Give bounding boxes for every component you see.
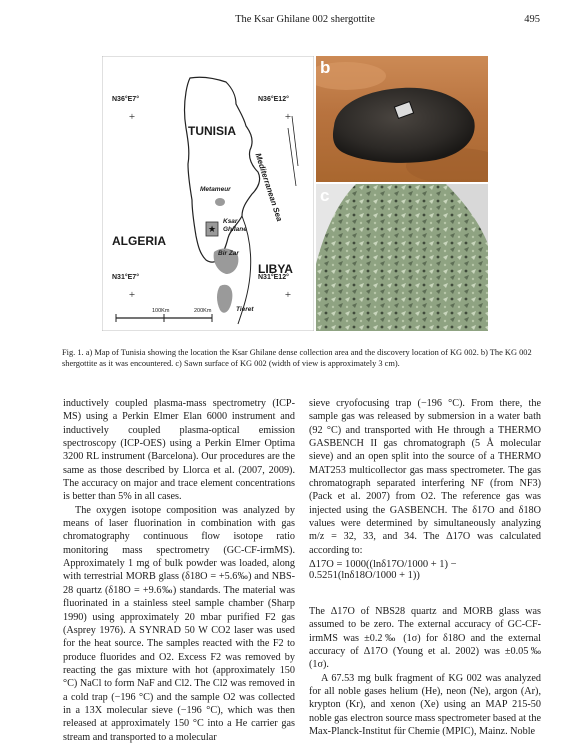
- right-paragraph-2: The Δ17O of NBS28 quartz and MORB glass was assumed to be zero. The external accuracy of GC-CF-irmMS was ±0.2‰ (1σ) for δ18O and the external accuracy of Δ17O (Young et al. 2002) was ±0.05‰ (1σ).: [309, 606, 541, 671]
- label-libya: LIBYA: [258, 262, 293, 276]
- page-number: 495: [524, 14, 540, 25]
- label-algeria: ALGERIA: [112, 234, 166, 248]
- right-paragraph-3: A 67.53 mg bulk fragment of KG 002 was analyzed for all noble gases helium (He), neon (Ne), argon (Ar), krypton (Kr), and xenon (Xe) using an MAP 215-50 noble gas electron source mass spectrometer based at the Max-Planck-Institut für Chemie (MPIC), Mainz. Noble: [309, 672, 541, 738]
- scale-label-200: 200Km: [194, 308, 212, 314]
- left-paragraph-2: The oxygen isotope composition was analyzed by means of laser fluorination in combination with gas chromatography continuous flow isotope ratio monitoring mass spectrometry (GC-CF-irmMS). Approximately 1 mg of bulk powder was loaded, along with terrestrial MORB glass (δ18O = +5.6‰) and NBS-28 quartz (δ18O = +9.6‰) standards. The material was fluorinated in a stainless steel sample chamber (Sharp 1990) using approximately 20 mbar purified F2 gas (Asprey 1976). A SYNRAD 50 W CO2 laser was used for the heat source. The samples reacted with the F2 to produce fluorides and O2. Excess F2 was removed by reacting the gas mixture with hot (approximately 150 °C) NaCl to form NaF and Cl2. The Cl2 was removed in a cold trap (−196 °C) and the sample O2 was collected in a 13X molecular sieve (−196 °C), which was then released at approximately 150 °C into a He carrier gas stream and transported to a molecular: [63, 504, 295, 743]
- map-panel: [102, 56, 314, 331]
- panel-letter-b: b: [320, 58, 331, 77]
- label-tieret: Tieret: [236, 306, 254, 313]
- right-column-bottom: [309, 605, 541, 738]
- coord-bottom-right: N31°E12°: [258, 274, 289, 281]
- figure-1: [102, 56, 488, 331]
- delta17o-equation: Δ17O = 1000((lnδ17O/1000 + 1) − 0.5251(lnδ18O/1000 + 1)): [309, 559, 457, 581]
- svg-text:+: +: [284, 111, 292, 123]
- running-header: [70, 14, 540, 30]
- label-ksar: Ksar: [223, 218, 238, 225]
- left-column: [63, 397, 295, 744]
- running-title: The Ksar Ghilane 002 shergottite: [235, 14, 375, 25]
- svg-text:+: +: [128, 111, 136, 123]
- label-ghilane: Ghilane: [223, 226, 247, 233]
- panel-letter-c: c: [320, 186, 330, 205]
- label-metameur: Metameur: [200, 186, 231, 193]
- coord-top-left: N36°E7°: [112, 96, 140, 103]
- panel-letter-a: a: [300, 58, 310, 77]
- svg-text:+: +: [284, 289, 292, 301]
- figure-caption: Fig. 1. a) Map of Tunisia showing the location the Ksar Ghilane dense collection area and the discovery location of KG 002. b) The KG 002 shergottite as it was encountered. c) Sawn surface of KG 002 (width of view is approximately 3 cm).: [62, 348, 532, 368]
- scale-label-100: 100Km: [152, 308, 170, 314]
- coord-top-right: N36°E12°: [258, 96, 289, 103]
- meteorite-stone: [333, 88, 475, 163]
- right-column-top: [309, 397, 541, 557]
- right-paragraph-1: sieve cryofocusing trap (−196 °C). From there, the sample gas was released by submersion in a water bath (92 °C) and transported with He through a THERMO GASBENCH II gas chromatograph (5 Å molecular sieve) and an open split into the source of a THERMO MAT253 multicollector gas mass spectrometer. The gas chromatograph separated interfering NF (from NF3) (Pack et al. 2007) from O2. The reference gas was injected using the GASBENCH. The δ17O and δ18O values were determined by simultaneously analyzing m/z = 32, 33, and 34. The Δ17O was calculated according to:: [309, 398, 541, 556]
- label-bir-zar: Bir Zar: [218, 250, 239, 257]
- star-marker: ★: [207, 224, 217, 234]
- label-mediterranean-sea: Mediterranean Sea: [253, 152, 284, 223]
- left-paragraph-1: inductively coupled plasma-mass spectrometry (ICP-MS) using a Perkin Elmer Elan 6000 instrument and inductively coupled plasma-optical emission spectroscopy (ICP-OES) using a Perkin Elmer Optima 3200 RL instrument (Barcelona). Our procedures are the same as those described by Llorca et al. (2007, 2009). The accuracy on major and trace element concentrations is better than 5% in all cases.: [63, 398, 295, 503]
- svg-text:+: +: [128, 289, 136, 301]
- coord-bottom-left: N31°E7°: [112, 274, 140, 281]
- photo-b-meteorite-in-situ: [316, 56, 488, 182]
- metameur-area: [215, 198, 225, 206]
- label-tunisia: TUNISIA: [188, 124, 236, 138]
- photo-c-sawn-surface: [316, 184, 488, 331]
